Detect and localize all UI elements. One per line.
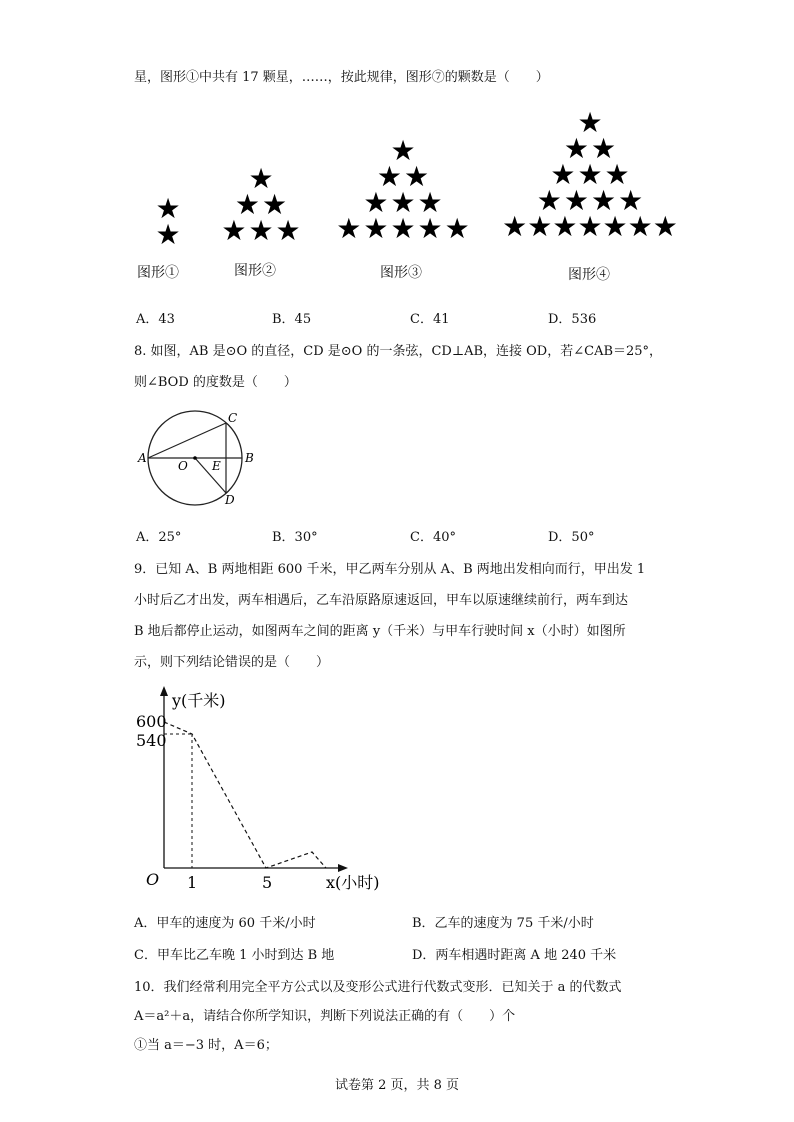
star-icon: ★ xyxy=(618,184,644,217)
star-icon: ★ xyxy=(444,212,470,245)
point-o-label: O xyxy=(178,459,188,473)
q8-option-b[interactable]: B．30° xyxy=(272,530,318,545)
q8-option-a[interactable]: A．25° xyxy=(136,530,182,545)
star-icon: ★ xyxy=(552,210,578,243)
star-icon: ★ xyxy=(563,132,589,165)
star-icon: ★ xyxy=(536,184,562,217)
point-a-label: A xyxy=(138,451,147,465)
star-icon: ★ xyxy=(550,158,576,191)
y-tick-540: 540 xyxy=(136,731,167,750)
figure-2-label: 图形② xyxy=(234,263,276,279)
star-icon: ★ xyxy=(390,134,416,167)
star-icon: ★ xyxy=(652,210,678,243)
q8-option-d[interactable]: D．50° xyxy=(548,530,595,545)
page-footer: 试卷第 2 页，共 8 页 xyxy=(334,1078,460,1093)
figure-3-label: 图形③ xyxy=(380,265,422,281)
q8-text-line-2: 则∠BOD 的度数是（ ） xyxy=(134,375,297,390)
star-figure-4 xyxy=(490,106,690,243)
star-icon: ★ xyxy=(577,210,603,243)
star-icon: ★ xyxy=(155,192,181,225)
y-tick-600: 600 xyxy=(136,712,167,731)
q9-option-a[interactable]: A．甲车的速度为 60 千米/小时 xyxy=(134,916,316,931)
star-icon: ★ xyxy=(527,210,553,243)
star-icon: ★ xyxy=(417,186,443,219)
x-tick-5: 5 xyxy=(262,873,273,892)
star-icon: ★ xyxy=(363,212,389,245)
q10-text-line-2: A＝a²＋a，请结合你所学知识，判断下列说法正确的有（ ）个 xyxy=(134,1009,516,1024)
star-icon: ★ xyxy=(627,210,653,243)
x-axis-label: x(小时) xyxy=(326,873,380,892)
star-icon: ★ xyxy=(363,186,389,219)
q9-option-d[interactable]: D．两车相遇时距离 A 地 240 千米 xyxy=(412,948,617,963)
star-icon: ★ xyxy=(248,214,274,247)
figure-1-label: 图形① xyxy=(137,265,179,281)
point-e-label: E xyxy=(212,459,221,473)
point-b-label: B xyxy=(245,451,254,465)
y-axis-label: y(千米) xyxy=(172,691,226,710)
star-figure-3 xyxy=(334,134,472,245)
q7-intro-text: 星，图形①中共有 17 颗星，……，按此规律，图形⑦的颗数是（ ） xyxy=(134,70,549,85)
q7-option-b[interactable]: B．45 xyxy=(272,312,312,327)
star-icon: ★ xyxy=(376,160,402,193)
q10-text-line-3: ①当 a＝−3 时，A＝6； xyxy=(134,1038,278,1053)
star-icon: ★ xyxy=(591,184,617,217)
q7-option-a[interactable]: A．43 xyxy=(136,312,175,327)
q9-option-c[interactable]: C．甲车比乙车晚 1 小时到达 B 地 xyxy=(134,948,335,963)
x-tick-1: 1 xyxy=(187,873,198,892)
q9-text-line-3: B 地后都停止运动，如图两车之间的距离 y（千米）与甲车行驶时间 x（小时）如图所 xyxy=(134,624,626,639)
star-icon: ★ xyxy=(404,160,430,193)
star-icon: ★ xyxy=(577,106,603,139)
star-icon: ★ xyxy=(262,188,288,221)
star-icon: ★ xyxy=(390,186,416,219)
star-icon: ★ xyxy=(155,218,181,251)
star-icon: ★ xyxy=(502,210,528,243)
star-icon: ★ xyxy=(604,158,630,191)
q9-text-line-4: 示，则下列结论错误的是（ ） xyxy=(134,655,330,670)
star-figure-2 xyxy=(218,162,304,247)
figure-4-label: 图形④ xyxy=(568,267,610,283)
star-icon: ★ xyxy=(591,132,617,165)
star-icon: ★ xyxy=(577,158,603,191)
star-icon: ★ xyxy=(563,184,589,217)
star-figure-1 xyxy=(148,192,188,251)
q8-option-c[interactable]: C．40° xyxy=(410,530,456,545)
star-icon: ★ xyxy=(248,162,274,195)
star-icon: ★ xyxy=(234,188,260,221)
star-icon: ★ xyxy=(602,210,628,243)
star-icon: ★ xyxy=(275,214,301,247)
q9-text-line-2: 小时后乙才出发，两车相遇后，乙车沿原路原速返回，甲车以原速继续前行，两车到达 xyxy=(134,593,629,608)
q10-text-line-1: 10．我们经常利用完全平方公式以及变形公式进行代数式变形．已知关于 a 的代数式 xyxy=(134,980,622,995)
point-c-label: C xyxy=(228,411,238,425)
point-d-label: D xyxy=(225,493,235,507)
star-icon: ★ xyxy=(221,214,247,247)
distance-time-graph xyxy=(136,682,396,902)
q9-text-line-1: 9．已知 A、B 两地相距 600 千米，甲乙两车分别从 A、B 两地出发相向而行，甲出发 1 xyxy=(134,562,646,577)
q9-option-b[interactable]: B．乙车的速度为 75 千米/小时 xyxy=(412,916,594,931)
q7-option-c[interactable]: C．41 xyxy=(410,312,450,327)
star-icon: ★ xyxy=(336,212,362,245)
q8-text-line-1: 8. 如图，AB 是⊙O 的直径，CD 是⊙O 的一条弦，CD⊥AB，连接 OD，若∠CAB＝25°， xyxy=(134,344,663,359)
circle-diagram xyxy=(130,404,270,514)
q7-option-d[interactable]: D．536 xyxy=(548,312,597,327)
star-icon: ★ xyxy=(417,212,443,245)
star-icon: ★ xyxy=(390,212,416,245)
origin-label: O xyxy=(146,870,160,889)
